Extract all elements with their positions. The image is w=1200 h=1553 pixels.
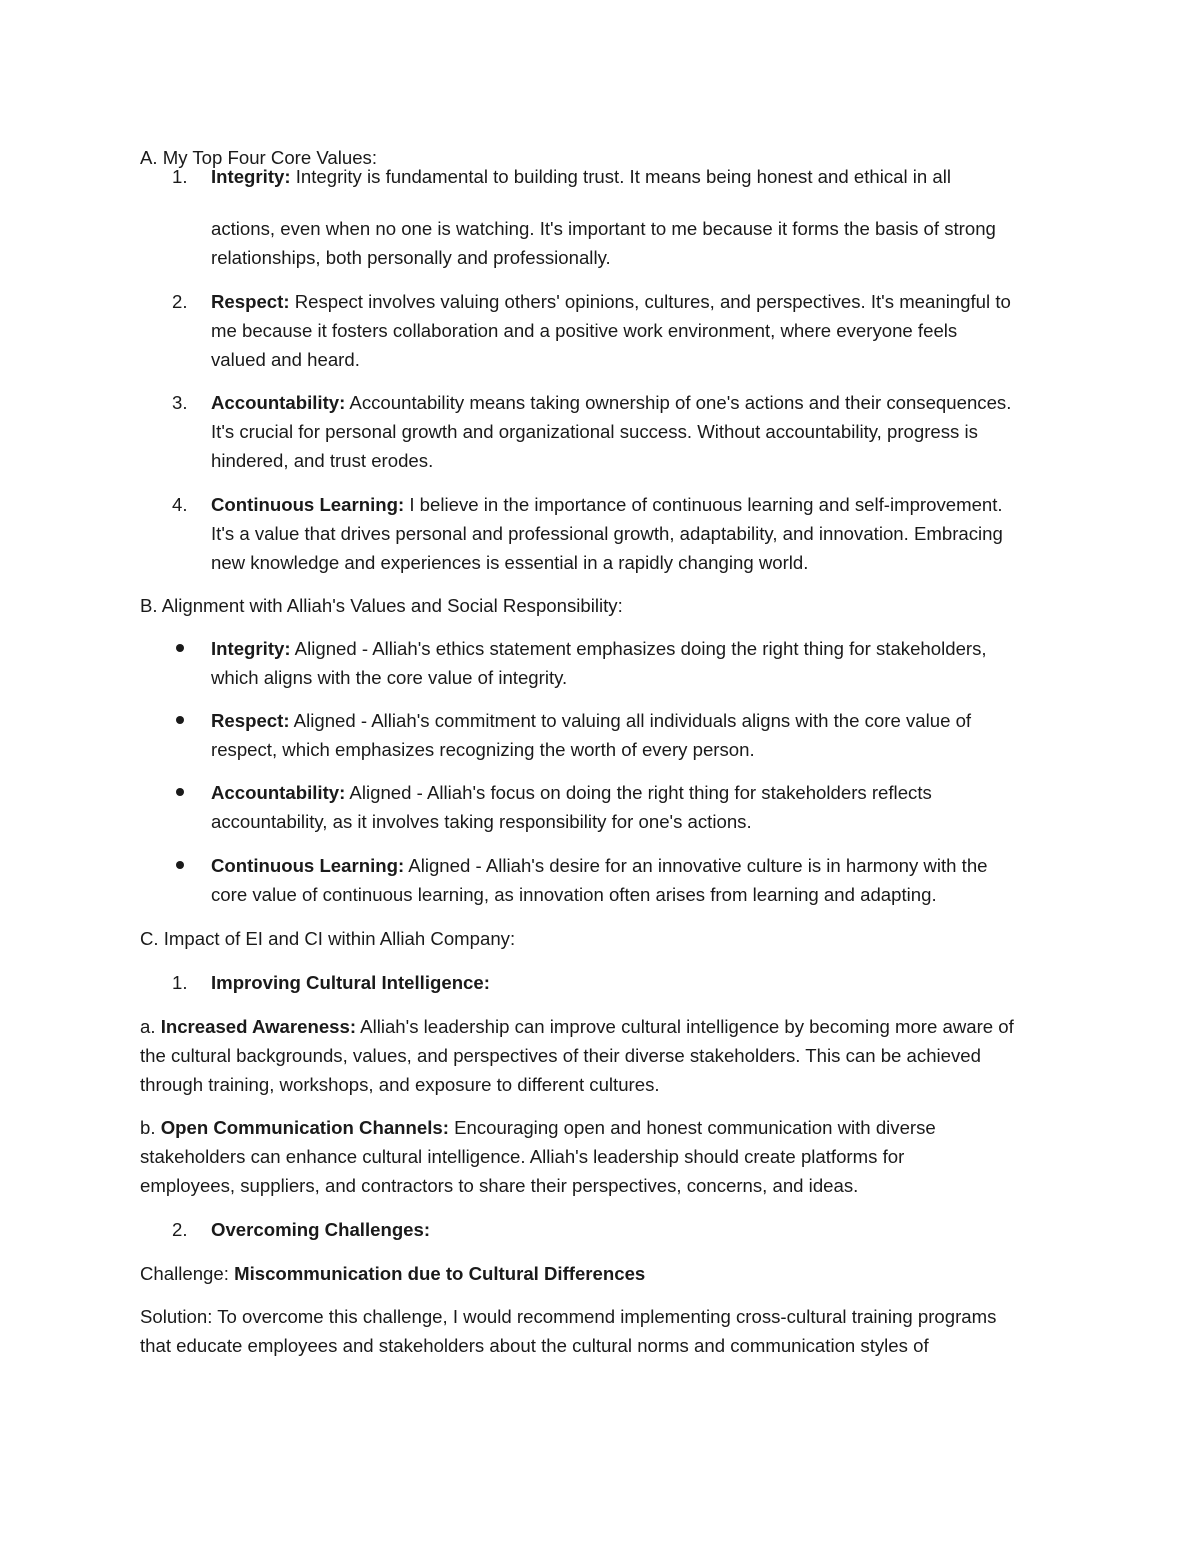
list-number: 1.	[172, 972, 188, 993]
list-number: 2.	[172, 1219, 188, 1240]
subheading-line	[211, 968, 490, 997]
bullet-icon	[176, 716, 184, 724]
paragraph-prefix: b.	[140, 1117, 161, 1138]
bullet-item-term: Respect:	[211, 710, 290, 731]
list-item-line: hindered, and trust erodes.	[211, 450, 434, 471]
list-item-line: valued and heard.	[211, 349, 360, 370]
bullet-item-line: core value of continuous learning, as innovation often arises from learning and adapting.	[211, 884, 937, 905]
list-number: 4.	[172, 494, 188, 515]
bullet-icon	[176, 644, 184, 652]
paragraph-text: Alliah's leadership can improve cultural intelligence by becoming more aware of	[356, 1016, 1014, 1037]
bullet-item-text: Aligned - Alliah's desire for an innovative culture is in harmony with the	[404, 855, 988, 876]
list-item-line	[211, 388, 1011, 417]
bullet-item-line	[211, 851, 988, 880]
bullet-item-line	[211, 634, 987, 663]
paragraph-line: through training, workshops, and exposure to different cultures.	[140, 1074, 660, 1095]
bullet-item-line	[211, 706, 971, 735]
bullet-item-term: Accountability:	[211, 782, 346, 803]
paragraph-prefix: a.	[140, 1016, 161, 1037]
subheading-title: Overcoming Challenges:	[211, 1219, 431, 1240]
list-item-term: Continuous Learning:	[211, 494, 405, 515]
list-item-text: Respect involves valuing others' opinions, cultures, and perspectives. It's meaningful to	[289, 291, 1011, 312]
list-item-line: It's crucial for personal growth and organizational success. Without accountability, progress is	[211, 421, 978, 442]
bullet-item-line: accountability, as it involves taking responsibility for one's actions.	[211, 811, 752, 832]
list-number: 2.	[172, 291, 188, 312]
paragraph-line	[140, 1012, 1014, 1041]
list-item-term: Respect:	[211, 291, 290, 312]
paragraph-term: Increased Awareness:	[160, 1016, 357, 1037]
list-number: 3.	[172, 392, 188, 413]
list-item-text: I believe in the importance of continuous learning and self-improvement.	[404, 494, 1003, 515]
list-item-line	[211, 287, 1011, 316]
subheading-title: Improving Cultural Intelligence:	[211, 972, 490, 993]
section-b-heading: B. Alignment with Alliah's Values and Social Responsibility:	[140, 595, 623, 616]
paragraph-text: Encouraging open and honest communication with diverse	[448, 1117, 936, 1138]
list-item-line: It's a value that drives personal and professional growth, adaptability, and innovation. Embracing	[211, 523, 1003, 544]
bullet-icon	[176, 861, 184, 869]
subheading-line	[211, 1215, 430, 1244]
list-item-line	[211, 162, 951, 191]
challenge-value: Miscommunication due to Cultural Differences	[234, 1263, 646, 1284]
solution-line: that educate employees and stakeholders about the cultural norms and communication styles of	[140, 1335, 929, 1356]
paragraph-term: Open Communication Channels:	[160, 1117, 449, 1138]
list-item-line: me because it fosters collaboration and a positive work environment, where everyone feels	[211, 320, 958, 341]
list-item-line: relationships, both personally and professionally.	[211, 247, 611, 268]
challenge-line	[140, 1259, 645, 1288]
paragraph-line: the cultural backgrounds, values, and perspectives of their diverse stakeholders. This can be achieved	[140, 1045, 981, 1066]
bullet-item-line	[211, 778, 932, 807]
paragraph-line	[140, 1113, 936, 1142]
bullet-item-text: Aligned - Alliah's focus on doing the right thing for stakeholders reflects	[345, 782, 932, 803]
list-item-text: Accountability means taking ownership of one's actions and their consequences.	[345, 392, 1012, 413]
list-item-line	[211, 490, 1003, 519]
paragraph-line: employees, suppliers, and contractors to share their perspectives, concerns, and ideas.	[140, 1175, 859, 1196]
section-c-heading: C. Impact of EI and CI within Alliah Company:	[140, 928, 516, 949]
challenge-label: Challenge:	[140, 1263, 235, 1284]
list-item-line: actions, even when no one is watching. It's important to me because it forms the basis of strong	[211, 218, 996, 239]
list-item-line: new knowledge and experiences is essential in a rapidly changing world.	[211, 552, 809, 573]
section-a-heading: A. My Top Four Core Values:	[140, 147, 377, 168]
bullet-item-term: Integrity:	[211, 638, 291, 659]
list-item-term: Integrity:	[211, 166, 291, 187]
paragraph-line: stakeholders can enhance cultural intelligence. Alliah's leadership should create platforms for	[140, 1146, 905, 1167]
bullet-item-term: Continuous Learning:	[211, 855, 405, 876]
bullet-item-text: Aligned - Alliah's commitment to valuing all individuals aligns with the core value of	[289, 710, 972, 731]
bullet-item-line: respect, which emphasizes recognizing the worth of every person.	[211, 739, 755, 760]
list-item-text: Integrity is fundamental to building trust. It means being honest and ethical in all	[290, 166, 952, 187]
list-item-term: Accountability:	[211, 392, 346, 413]
solution-line: Solution: To overcome this challenge, I would recommend implementing cross-cultural training programs	[140, 1306, 997, 1327]
bullet-icon	[176, 788, 184, 796]
bullet-item-text: Aligned - Alliah's ethics statement emphasizes doing the right thing for stakeholders,	[290, 638, 987, 659]
bullet-item-line: which aligns with the core value of integrity.	[211, 667, 568, 688]
list-number: 1.	[172, 166, 188, 187]
